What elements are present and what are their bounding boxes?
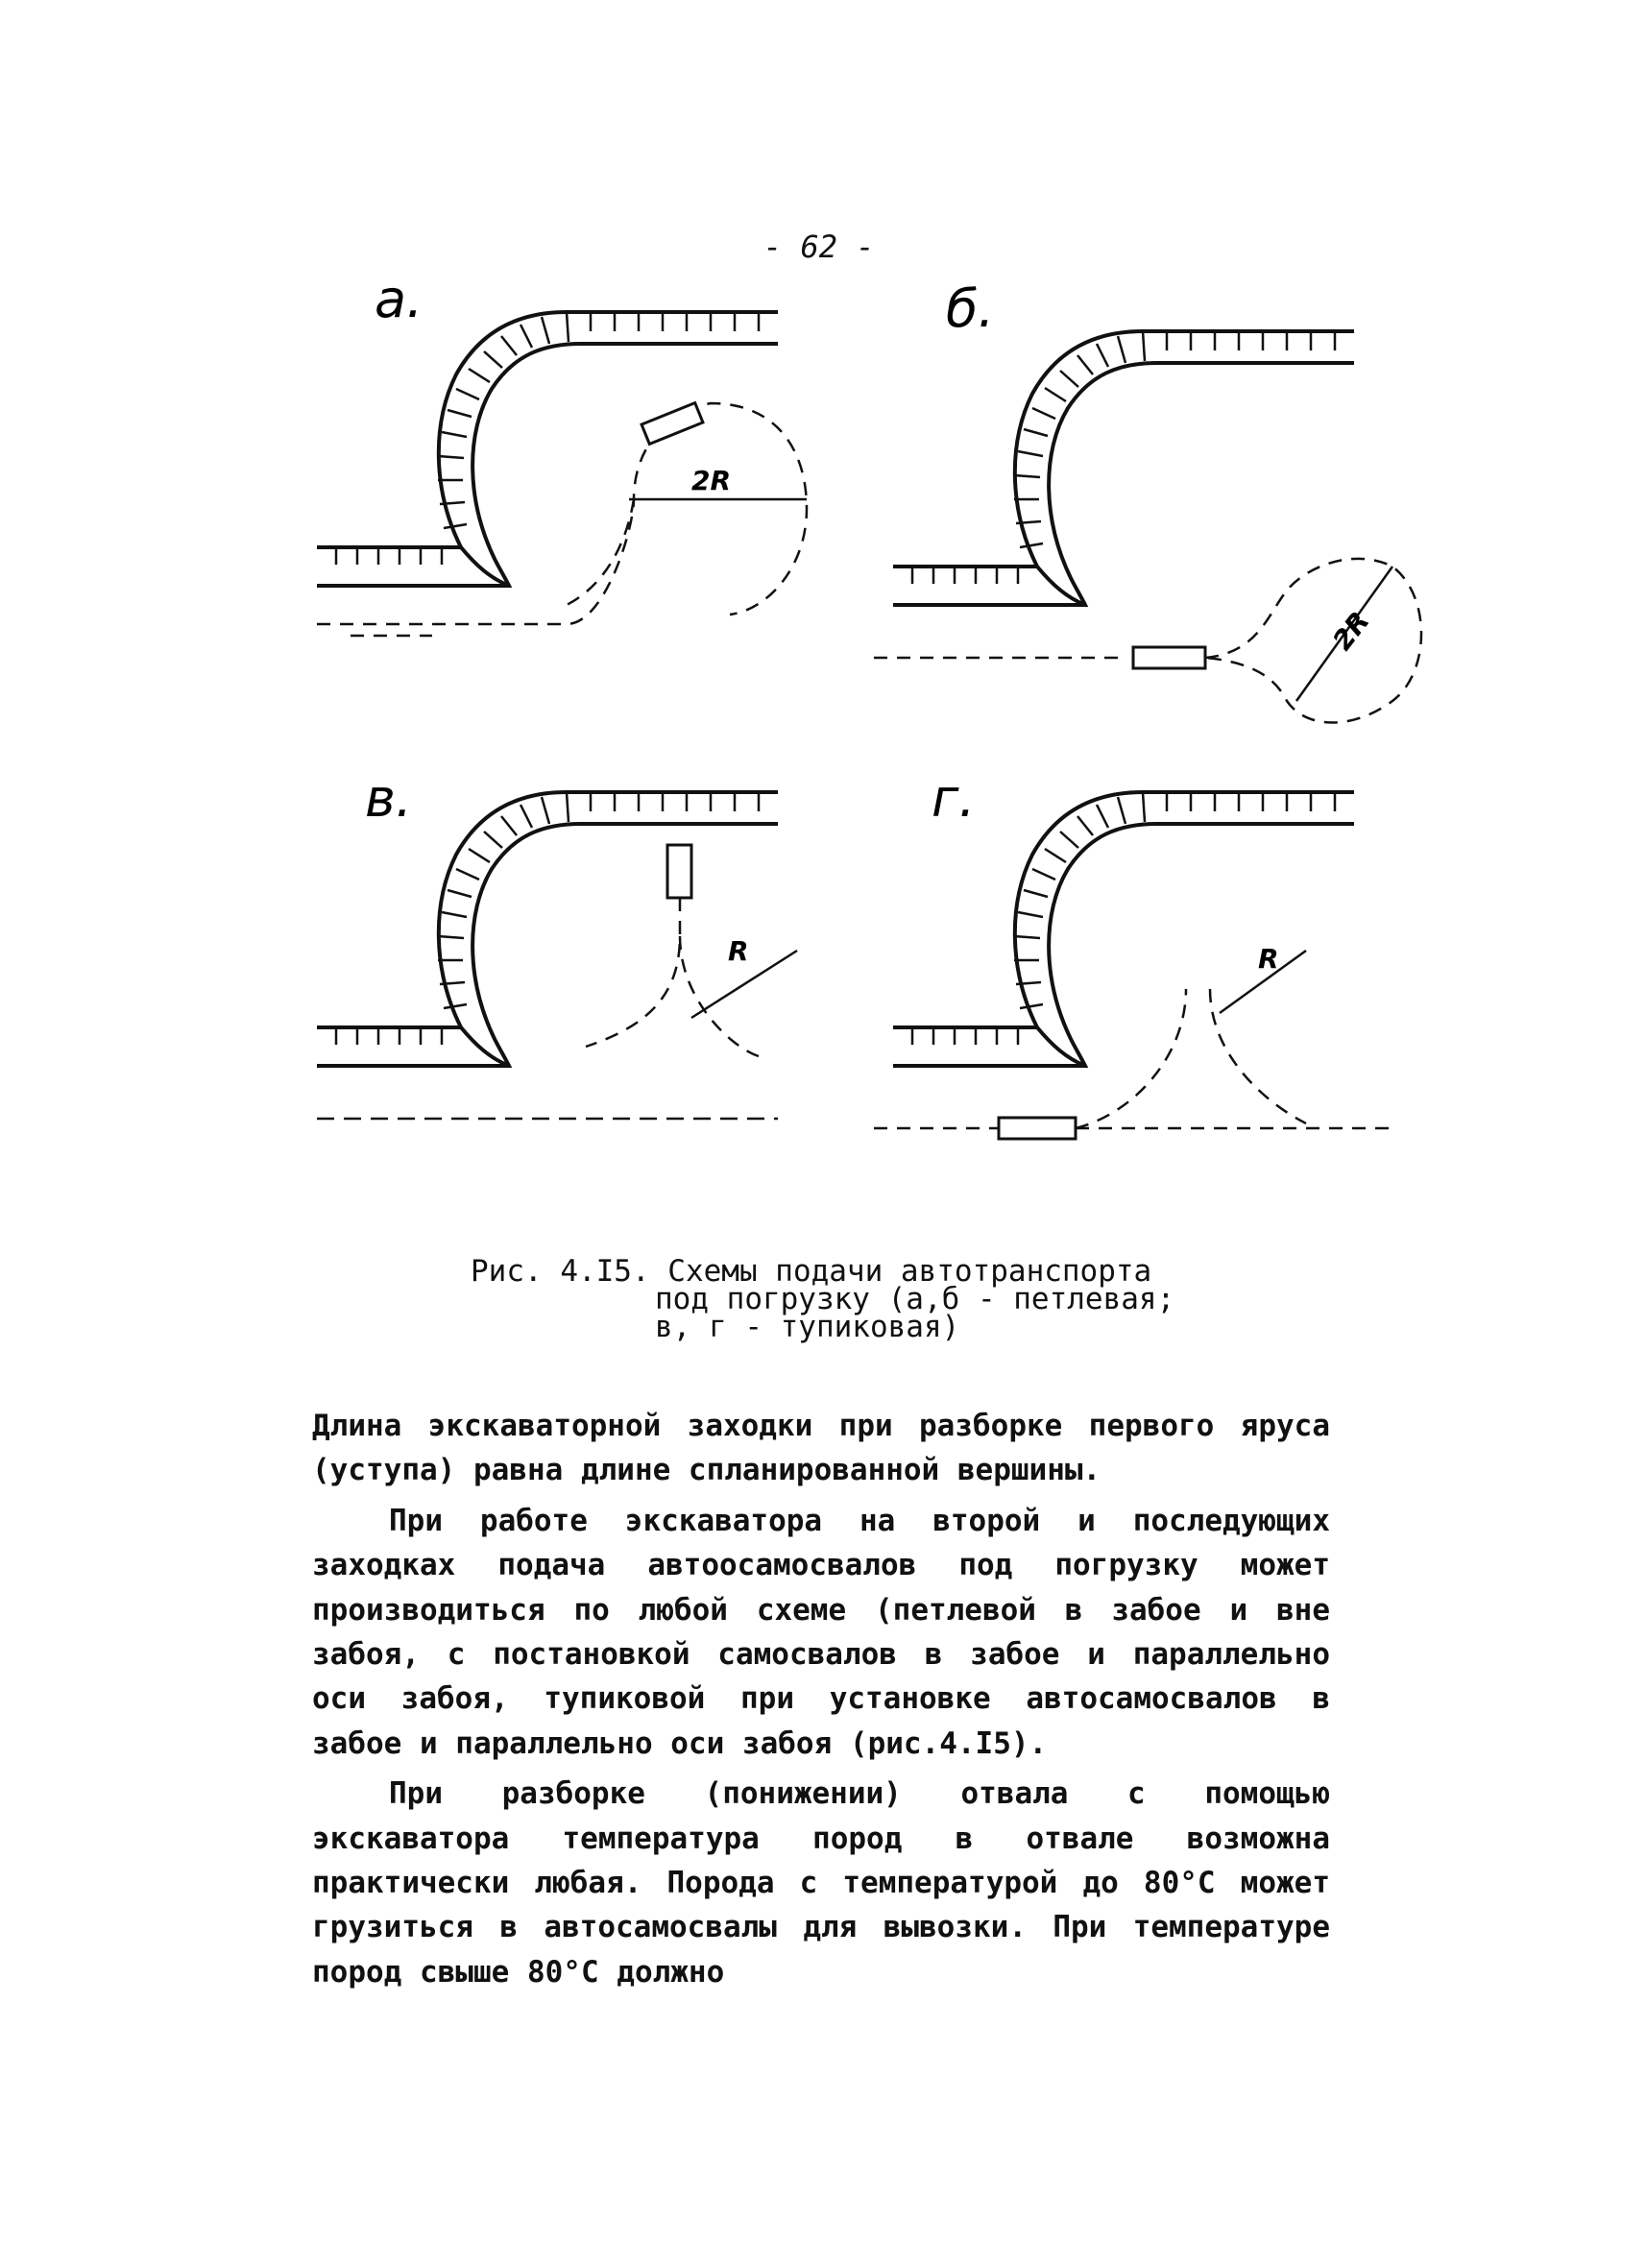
caption-line-1: Рис. 4.I5. Схемы подачи автотранспорта <box>471 1254 1152 1289</box>
panel-c-dimension: R <box>728 935 749 967</box>
panel-a-dimension: 2R <box>691 465 732 496</box>
caption-line-3: в, г - тупиковая) <box>655 1310 960 1344</box>
page-number: - 62 - <box>763 229 875 265</box>
panel-b-dimension: 2R <box>1326 605 1376 657</box>
panel-d <box>874 768 1392 1139</box>
paragraph: Длина экскаваторной заходки при разборке первого яруса (уступа) равна длине спланированной вершины. <box>312 1409 1330 1488</box>
panel-a-label: а. <box>375 269 424 329</box>
panel-c-label: в. <box>365 768 412 829</box>
panel-b <box>874 278 1421 723</box>
paragraph: При работе экскаватора на второй и последующих заходках подача автоосамосвалов под погрузку может производиться по любой схеме (петлевой в забое и вне забоя, с постановкой самосвалов в забое и параллельно оси забоя, тупиковой при установке автосамосвалов в забое и параллельно оси забоя (рис.4.I5). <box>312 1503 1330 1761</box>
figure-caption <box>471 1254 1175 1344</box>
panel-b-label: б. <box>946 278 995 339</box>
panel-a <box>317 269 807 636</box>
panel-c <box>317 768 797 1119</box>
panel-d-label: г. <box>932 768 976 829</box>
caption-line-2: под погрузку (а,б - петлевая; <box>655 1282 1175 1316</box>
panel-d-dimension: R <box>1258 943 1279 975</box>
loading-schemes-figure <box>278 259 1431 1181</box>
paragraph: При разборке (понижении) отвала с помощью экскаватора температура пород в отвале возможна практически любая. Порода с температурой до 80°С может грузиться в автосамосвалы для вывозки. При температуре пород свыше 80°С должно <box>312 1776 1330 1990</box>
body-text <box>312 1404 1330 2000</box>
